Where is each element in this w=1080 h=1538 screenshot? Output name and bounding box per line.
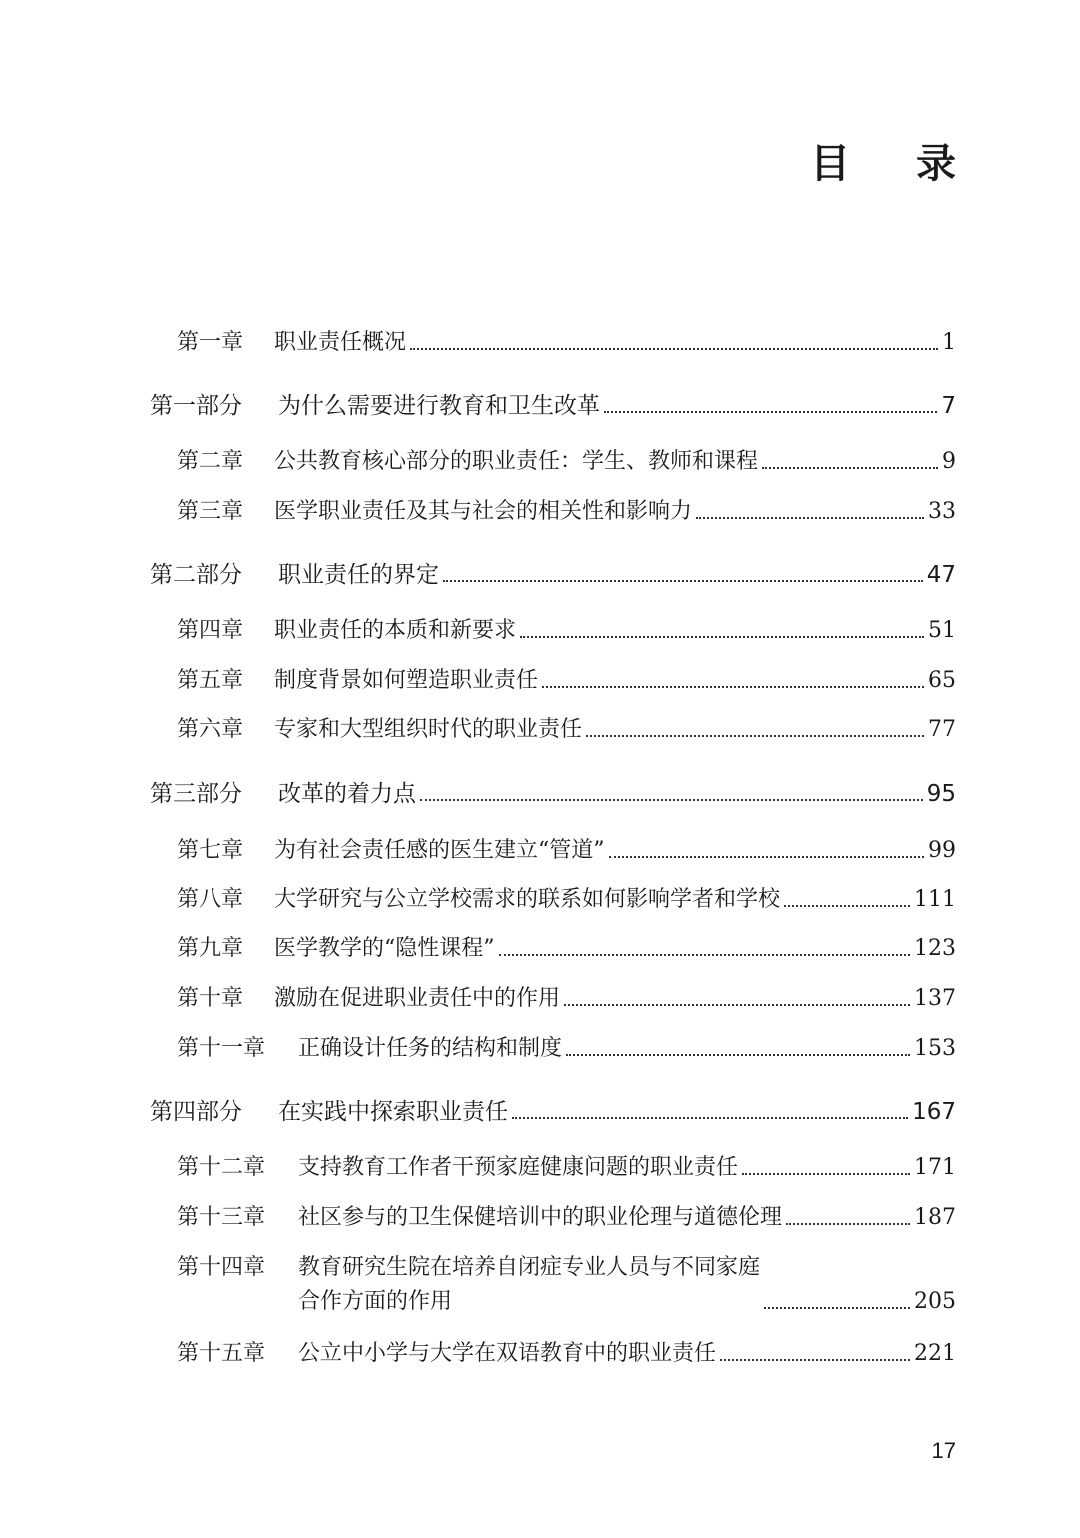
toc-entry[interactable] <box>177 447 956 477</box>
entry-page: 99 <box>928 838 956 863</box>
toc-entry[interactable] <box>177 836 956 866</box>
entry-label: 第四章 <box>177 618 244 643</box>
entry-title: 医学职业责任及其与社会的相关性和影响力 <box>274 499 693 524</box>
entry-title: 职业责任的界定 <box>278 562 439 588</box>
toc-entry[interactable] <box>177 666 956 696</box>
entry-page: 221 <box>914 1341 956 1366</box>
entry-page: 51 <box>928 618 956 643</box>
entry-label: 第二部分 <box>150 562 242 588</box>
entry-title: 为有社会责任感的医生建立“管道” <box>274 838 605 863</box>
toc-entry[interactable] <box>177 1253 956 1317</box>
toc-entry[interactable] <box>177 984 956 1014</box>
toc-entry[interactable] <box>177 497 956 527</box>
entry-label: 第十二章 <box>177 1155 266 1180</box>
entry-page: 171 <box>914 1155 956 1180</box>
entry-title: 社区参与的卫生保健培训中的职业伦理与道德伦理 <box>298 1205 783 1230</box>
entry-label: 第八章 <box>177 887 244 912</box>
entry-label: 第十三章 <box>177 1205 266 1230</box>
entry-title: 在实践中探索职业责任 <box>278 1099 508 1125</box>
entry-title: 教育研究生院在培养自闭症专业人员与不同家庭 <box>298 1255 761 1280</box>
entry-page: 1 <box>942 330 956 355</box>
toc-part-entry[interactable] <box>150 779 956 809</box>
entry-label: 第一部分 <box>150 393 242 419</box>
leader-dots <box>609 856 925 858</box>
entry-page: 187 <box>914 1205 956 1230</box>
toc-entry[interactable] <box>177 1034 956 1064</box>
page-number: 17 <box>931 1438 956 1463</box>
toc-entry[interactable] <box>177 934 956 964</box>
leader-dots <box>762 467 938 469</box>
toc-entry[interactable] <box>177 885 956 915</box>
entry-title: 改革的着力点 <box>278 781 416 807</box>
leader-dots <box>512 1117 908 1119</box>
toc-entry[interactable] <box>177 616 956 646</box>
entry-label: 第九章 <box>177 936 244 961</box>
entry-label: 第六章 <box>177 717 244 742</box>
leader-dots <box>420 799 923 801</box>
toc-entry[interactable] <box>177 1339 956 1369</box>
entry-page: 153 <box>914 1036 956 1061</box>
leader-dots <box>604 411 937 413</box>
leader-dots <box>542 686 924 688</box>
toc-part-entry[interactable] <box>150 1097 956 1127</box>
entry-page: 167 <box>912 1099 956 1125</box>
leader-dots <box>784 905 910 907</box>
leader-dots <box>720 1359 910 1361</box>
toc-part-entry[interactable] <box>150 391 956 421</box>
leader-dots <box>764 1307 910 1309</box>
toc-entry[interactable] <box>177 715 956 745</box>
entry-label: 第十一章 <box>177 1036 266 1061</box>
entry-label: 第一章 <box>177 330 244 355</box>
entry-page: 47 <box>926 562 956 588</box>
entry-page: 111 <box>914 887 956 912</box>
leader-dots <box>499 954 911 956</box>
toc-heading: 目 录 <box>810 141 982 187</box>
entry-label: 第二章 <box>177 449 244 474</box>
entry-label: 第五章 <box>177 668 244 693</box>
leader-dots <box>410 348 938 350</box>
entry-title: 支持教育工作者干预家庭健康问题的职业责任 <box>298 1155 739 1180</box>
leader-dots <box>696 517 924 519</box>
entry-page: 33 <box>928 499 956 524</box>
entry-label: 第十五章 <box>177 1341 266 1366</box>
entry-label: 第十章 <box>177 986 244 1011</box>
entry-title: 公共教育核心部分的职业责任：学生、教师和课程 <box>274 449 759 474</box>
entry-label: 第十四章 <box>177 1255 266 1280</box>
entry-page: 65 <box>928 668 956 693</box>
leader-dots <box>566 1054 910 1056</box>
toc-entry[interactable] <box>177 1153 956 1183</box>
entry-title: 正确设计任务的结构和制度 <box>298 1036 563 1061</box>
entry-title-line2: 合作方面的作用 <box>298 1289 453 1314</box>
entry-title: 激励在促进职业责任中的作用 <box>274 986 561 1011</box>
entry-title: 职业责任的本质和新要求 <box>274 618 517 643</box>
entry-title: 为什么需要进行教育和卫生改革 <box>278 393 600 419</box>
entry-label: 第三章 <box>177 499 244 524</box>
entry-title: 大学研究与公立学校需求的联系如何影响学者和学校 <box>274 887 781 912</box>
toc-entry[interactable] <box>177 328 956 358</box>
entry-title: 公立中小学与大学在双语教育中的职业责任 <box>298 1341 717 1366</box>
toc-entry[interactable] <box>177 1203 956 1233</box>
entry-page: 95 <box>926 781 956 807</box>
leader-dots <box>742 1173 910 1175</box>
entry-label: 第三部分 <box>150 781 242 807</box>
entry-page: 137 <box>914 986 956 1011</box>
entry-page: 7 <box>941 393 956 419</box>
entry-label: 第四部分 <box>150 1099 242 1125</box>
entry-title: 制度背景如何塑造职业责任 <box>274 668 539 693</box>
toc-part-entry[interactable] <box>150 560 956 590</box>
entry-title: 专家和大型组织时代的职业责任 <box>274 717 583 742</box>
entry-page: 123 <box>914 936 956 961</box>
entry-page: 77 <box>928 717 956 742</box>
entry-title: 职业责任概况 <box>274 330 407 355</box>
entry-title: 医学教学的“隐性课程” <box>274 936 495 961</box>
leader-dots <box>443 580 923 582</box>
entry-page: 205 <box>914 1289 956 1314</box>
leader-dots <box>564 1004 910 1006</box>
entry-label: 第七章 <box>177 838 244 863</box>
leader-dots <box>586 735 924 737</box>
leader-dots <box>520 636 924 638</box>
entry-page: 9 <box>942 449 956 474</box>
leader-dots <box>786 1223 910 1225</box>
